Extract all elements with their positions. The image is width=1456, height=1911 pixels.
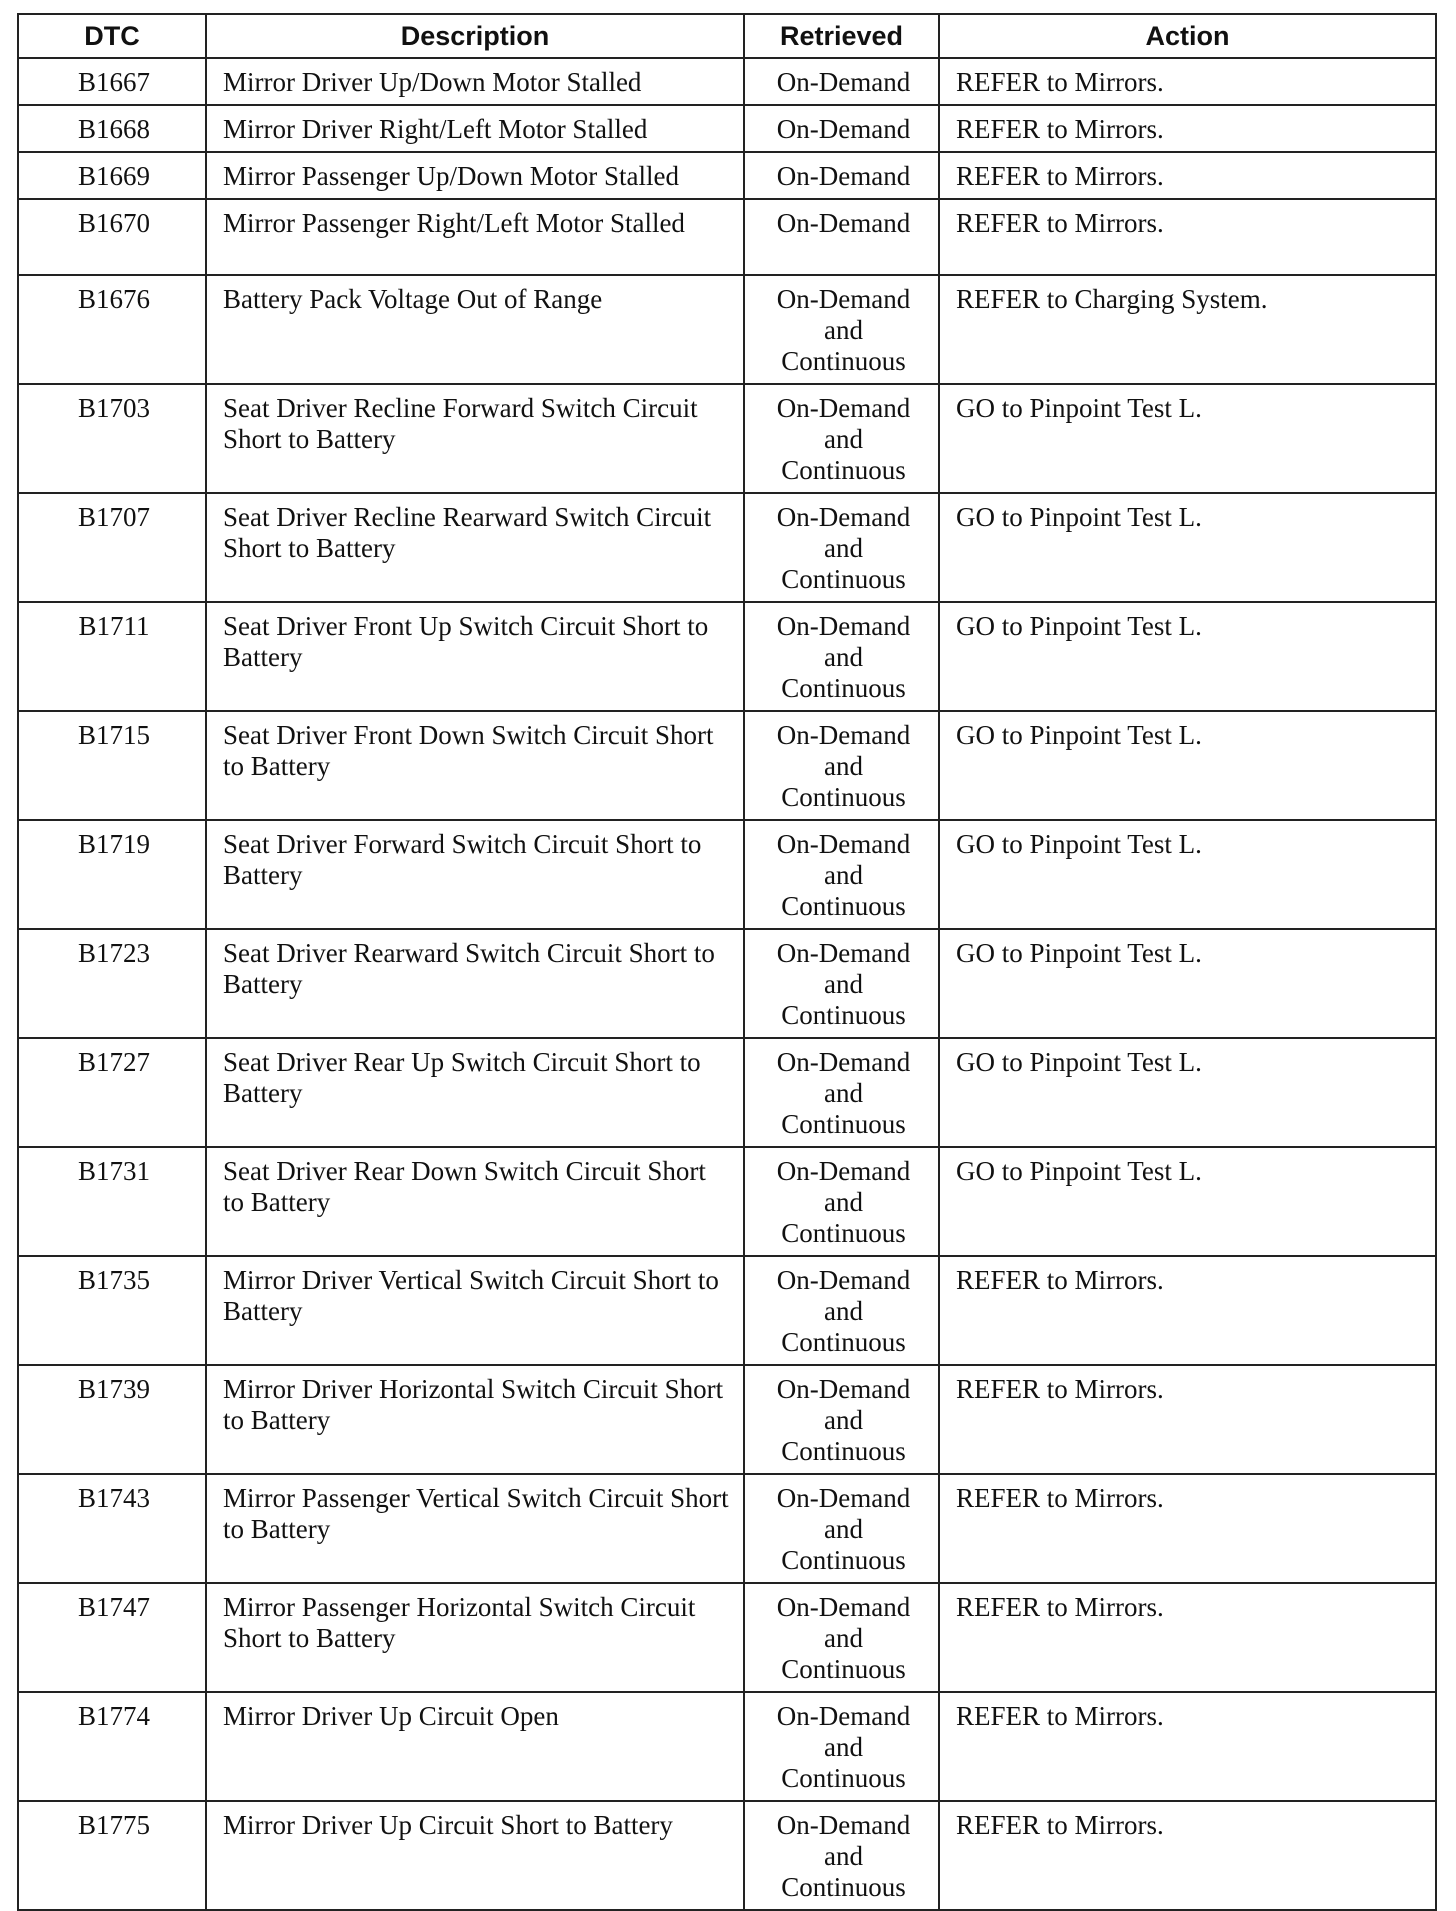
retrieved-line: and — [824, 1623, 863, 1653]
dtc-retrieved — [744, 820, 939, 929]
dtc-code: B1743 — [18, 1474, 206, 1583]
dtc-action: REFER to Mirrors. — [939, 58, 1436, 105]
header-action: Action — [939, 14, 1436, 58]
dtc-code: B1719 — [18, 820, 206, 929]
dtc-description: Seat Driver Rear Down Switch Circuit Short to Battery — [206, 1147, 744, 1256]
retrieved-line: and — [824, 1732, 863, 1762]
retrieved-line: On-Demand — [776, 67, 911, 97]
header-retrieved: Retrieved — [744, 14, 939, 58]
dtc-code: B1676 — [18, 275, 206, 384]
dtc-retrieved — [744, 384, 939, 493]
retrieved-line: Continuous — [781, 782, 906, 812]
retrieved-line: On-Demand — [776, 284, 911, 314]
dtc-action: GO to Pinpoint Test L. — [939, 929, 1436, 1038]
table-row — [18, 384, 1436, 493]
dtc-retrieved — [744, 1147, 939, 1256]
retrieved-line: On-Demand — [776, 1483, 911, 1513]
dtc-retrieved — [744, 1256, 939, 1365]
dtc-description: Seat Driver Recline Forward Switch Circuit Short to Battery — [206, 384, 744, 493]
dtc-action: REFER to Mirrors. — [939, 1474, 1436, 1583]
table-row — [18, 711, 1436, 820]
retrieved-line: On-Demand — [776, 208, 911, 238]
dtc-retrieved — [744, 58, 939, 105]
dtc-retrieved — [744, 711, 939, 820]
table-row — [18, 1583, 1436, 1692]
dtc-description: Seat Driver Front Up Switch Circuit Short to Battery — [206, 602, 744, 711]
dtc-code: B1711 — [18, 602, 206, 711]
table-row — [18, 58, 1436, 105]
dtc-action: REFER to Charging System. — [939, 275, 1436, 384]
table-row — [18, 602, 1436, 711]
dtc-description: Mirror Driver Up Circuit Short to Battery — [206, 1801, 744, 1910]
retrieved-line: Continuous — [781, 1109, 906, 1139]
dtc-code: B1707 — [18, 493, 206, 602]
dtc-retrieved — [744, 1583, 939, 1692]
dtc-retrieved — [744, 1692, 939, 1801]
retrieved-line: Continuous — [781, 1654, 906, 1684]
dtc-retrieved — [744, 602, 939, 711]
retrieved-line: Continuous — [781, 1545, 906, 1575]
dtc-action: REFER to Mirrors. — [939, 199, 1436, 275]
dtc-description: Mirror Driver Right/Left Motor Stalled — [206, 105, 744, 152]
table-row — [18, 1147, 1436, 1256]
table-row — [18, 1256, 1436, 1365]
table-row — [18, 929, 1436, 1038]
retrieved-line: Continuous — [781, 1327, 906, 1357]
dtc-description: Seat Driver Recline Rearward Switch Circuit Short to Battery — [206, 493, 744, 602]
dtc-description: Battery Pack Voltage Out of Range — [206, 275, 744, 384]
dtc-description: Seat Driver Front Down Switch Circuit Short to Battery — [206, 711, 744, 820]
retrieved-line: On-Demand — [776, 1265, 911, 1295]
dtc-code: B1723 — [18, 929, 206, 1038]
dtc-action: REFER to Mirrors. — [939, 1365, 1436, 1474]
retrieved-line: Continuous — [781, 673, 906, 703]
retrieved-line: Continuous — [781, 455, 906, 485]
dtc-action: REFER to Mirrors. — [939, 1583, 1436, 1692]
table-row — [18, 1801, 1436, 1910]
dtc-code: B1739 — [18, 1365, 206, 1474]
retrieved-line: and — [824, 424, 863, 454]
dtc-action: GO to Pinpoint Test L. — [939, 711, 1436, 820]
retrieved-line: and — [824, 315, 863, 345]
dtc-description: Mirror Passenger Horizontal Switch Circuit Short to Battery — [206, 1583, 744, 1692]
retrieved-line: and — [824, 1841, 863, 1871]
dtc-code: B1775 — [18, 1801, 206, 1910]
retrieved-line: On-Demand — [776, 502, 911, 532]
dtc-code: B1735 — [18, 1256, 206, 1365]
dtc-description: Mirror Passenger Up/Down Motor Stalled — [206, 152, 744, 199]
retrieved-line: and — [824, 860, 863, 890]
dtc-code: B1668 — [18, 105, 206, 152]
dtc-description: Mirror Driver Up Circuit Open — [206, 1692, 744, 1801]
retrieved-line: and — [824, 642, 863, 672]
dtc-retrieved — [744, 105, 939, 152]
dtc-code: B1669 — [18, 152, 206, 199]
dtc-description: Mirror Driver Horizontal Switch Circuit Short to Battery — [206, 1365, 744, 1474]
dtc-action: GO to Pinpoint Test L. — [939, 1147, 1436, 1256]
header-description: Description — [206, 14, 744, 58]
dtc-code: B1670 — [18, 199, 206, 275]
retrieved-line: On-Demand — [776, 161, 911, 191]
dtc-description: Mirror Passenger Vertical Switch Circuit Short to Battery — [206, 1474, 744, 1583]
dtc-code: B1715 — [18, 711, 206, 820]
retrieved-line: and — [824, 1187, 863, 1217]
dtc-code: B1731 — [18, 1147, 206, 1256]
retrieved-line: and — [824, 533, 863, 563]
table-row — [18, 199, 1436, 275]
header-row — [18, 14, 1436, 58]
retrieved-line: and — [824, 1078, 863, 1108]
dtc-action: GO to Pinpoint Test L. — [939, 602, 1436, 711]
retrieved-line: On-Demand — [776, 1047, 911, 1077]
dtc-action: GO to Pinpoint Test L. — [939, 1038, 1436, 1147]
retrieved-line: Continuous — [781, 346, 906, 376]
dtc-retrieved — [744, 152, 939, 199]
retrieved-line: On-Demand — [776, 720, 911, 750]
dtc-action: GO to Pinpoint Test L. — [939, 820, 1436, 929]
dtc-action: GO to Pinpoint Test L. — [939, 384, 1436, 493]
table-row — [18, 275, 1436, 384]
retrieved-line: Continuous — [781, 1872, 906, 1902]
dtc-retrieved — [744, 493, 939, 602]
dtc-code: B1774 — [18, 1692, 206, 1801]
dtc-retrieved — [744, 275, 939, 384]
dtc-action: REFER to Mirrors. — [939, 1801, 1436, 1910]
retrieved-line: On-Demand — [776, 1592, 911, 1622]
retrieved-line: Continuous — [781, 1000, 906, 1030]
dtc-code: B1703 — [18, 384, 206, 493]
table-row — [18, 152, 1436, 199]
table-row — [18, 1692, 1436, 1801]
dtc-description: Mirror Passenger Right/Left Motor Stalled — [206, 199, 744, 275]
table-row — [18, 105, 1436, 152]
retrieved-line: On-Demand — [776, 1374, 911, 1404]
retrieved-line: Continuous — [781, 1763, 906, 1793]
dtc-retrieved — [744, 1365, 939, 1474]
dtc-retrieved — [744, 1474, 939, 1583]
retrieved-line: Continuous — [781, 1218, 906, 1248]
dtc-description: Seat Driver Rear Up Switch Circuit Short to Battery — [206, 1038, 744, 1147]
retrieved-line: On-Demand — [776, 1810, 911, 1840]
dtc-description: Seat Driver Forward Switch Circuit Short to Battery — [206, 820, 744, 929]
dtc-action: REFER to Mirrors. — [939, 152, 1436, 199]
dtc-table — [17, 13, 1437, 1911]
retrieved-line: and — [824, 1405, 863, 1435]
retrieved-line: and — [824, 1514, 863, 1544]
dtc-code: B1667 — [18, 58, 206, 105]
dtc-action: REFER to Mirrors. — [939, 105, 1436, 152]
retrieved-line: On-Demand — [776, 938, 911, 968]
table-row — [18, 1474, 1436, 1583]
dtc-code: B1747 — [18, 1583, 206, 1692]
dtc-description: Seat Driver Rearward Switch Circuit Short to Battery — [206, 929, 744, 1038]
retrieved-line: Continuous — [781, 891, 906, 921]
retrieved-line: and — [824, 1296, 863, 1326]
retrieved-line: On-Demand — [776, 393, 911, 423]
retrieved-line: Continuous — [781, 1436, 906, 1466]
dtc-action: REFER to Mirrors. — [939, 1256, 1436, 1365]
table-row — [18, 1365, 1436, 1474]
dtc-description: Mirror Driver Vertical Switch Circuit Short to Battery — [206, 1256, 744, 1365]
retrieved-line: On-Demand — [776, 1156, 911, 1186]
dtc-code: B1727 — [18, 1038, 206, 1147]
dtc-retrieved — [744, 199, 939, 275]
retrieved-line: and — [824, 751, 863, 781]
table-row — [18, 820, 1436, 929]
retrieved-line: and — [824, 969, 863, 999]
header-dtc: DTC — [18, 14, 206, 58]
retrieved-line: Continuous — [781, 564, 906, 594]
dtc-action: REFER to Mirrors. — [939, 1692, 1436, 1801]
table-row — [18, 493, 1436, 602]
dtc-retrieved — [744, 1801, 939, 1910]
dtc-description: Mirror Driver Up/Down Motor Stalled — [206, 58, 744, 105]
retrieved-line: On-Demand — [776, 611, 911, 641]
dtc-retrieved — [744, 929, 939, 1038]
retrieved-line: On-Demand — [776, 829, 911, 859]
table-row — [18, 1038, 1436, 1147]
dtc-retrieved — [744, 1038, 939, 1147]
retrieved-line: On-Demand — [776, 1701, 911, 1731]
dtc-action: GO to Pinpoint Test L. — [939, 493, 1436, 602]
retrieved-line: On-Demand — [776, 114, 911, 144]
